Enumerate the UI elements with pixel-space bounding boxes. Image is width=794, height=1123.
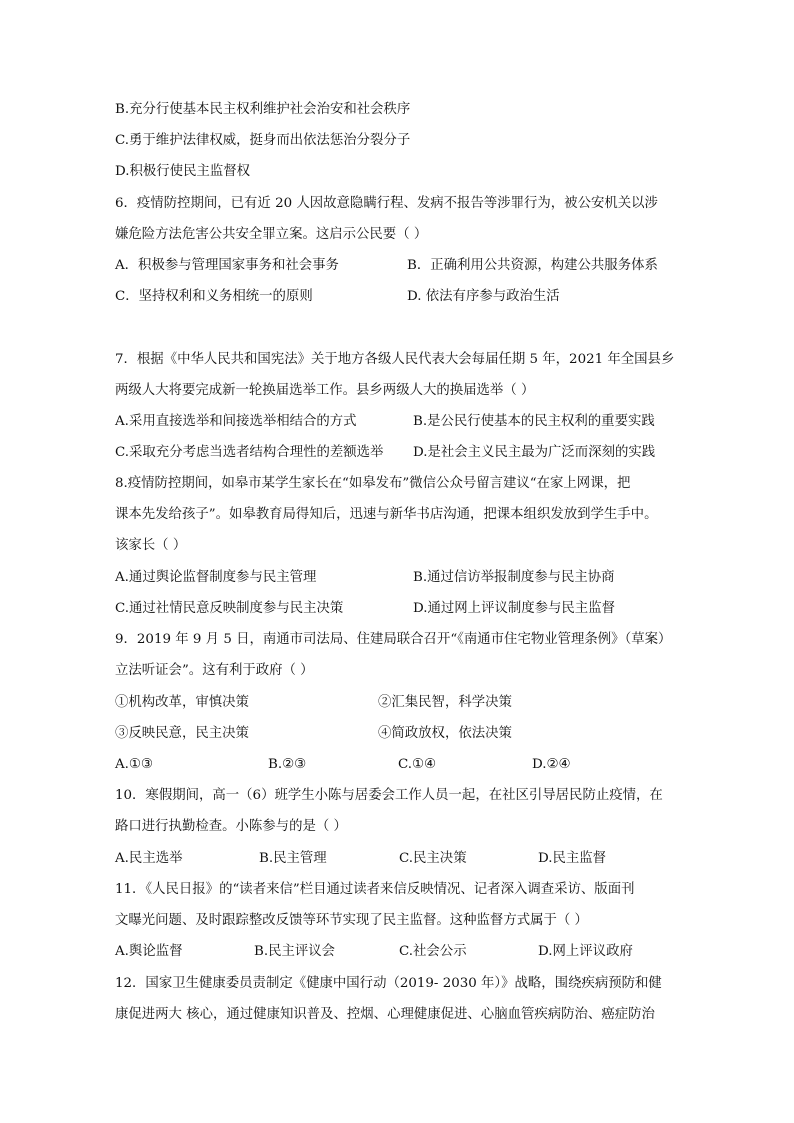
option-c: C．坚持权利和义务相统一的原则 [115, 289, 313, 304]
option-a: A.民主选举 [115, 851, 183, 866]
question-12-text: 12．国家卫生健康委员责制定《健康中国行动（2019- 2030 年）》战略，围绕疾病预防和健 [115, 976, 662, 991]
option-a: A.通过舆论监督制度参与民主管理 [115, 570, 317, 585]
option-a: A.采用直接选举和间接选举相结合的方式 [115, 414, 357, 429]
option-d: D.民主监督 [538, 851, 607, 866]
question-10-options [115, 849, 695, 869]
question-12-text: 康促进两大 核心，通过健康知识普及、控烟、心理健康促进、心脑血管疾病防治、癌症防治 [115, 1007, 655, 1022]
item-1: ①机构改革，审慎决策 [115, 695, 249, 710]
option-c: C.通过社情民意反映制度参与民主决策 [115, 601, 344, 616]
option-c: C.①④ [398, 757, 437, 772]
option-c: C.采取充分考虑当选者结构合理性的差额选举 [115, 445, 384, 460]
option-a: A．积极参与管理国家事务和社会事务 [115, 258, 339, 273]
option-b: B.民主管理 [259, 851, 327, 866]
question-8-text: 课本先发给孩子”。如皋教育局得知后，迅速与新华书店沟通，把课本组织发放到学生手中。 [115, 507, 658, 522]
question-6-options [115, 256, 695, 276]
option-b: B.②③ [268, 757, 307, 772]
option-line: C.勇于维护法律权威，挺身而出依法惩治分裂分子 [115, 133, 411, 148]
option-b: B.是公民行使基本的民主权利的重要实践 [413, 414, 655, 429]
question-7-text: 7．根据《中华人民共和国宪法》关于地方各级人民代表大会每届任期 5 年，2021 年全国县乡 [115, 352, 675, 367]
item-4: ④简政放权，依法决策 [378, 726, 512, 741]
question-8-options [115, 599, 695, 619]
question-9-items [115, 724, 695, 744]
question-9-text: 立法听证会”。这有利于政府（ ） [115, 663, 314, 678]
question-8-text: 该家长（ ） [115, 538, 187, 553]
question-8-text: 8.疫情防控期间，如皋市某学生家长在“如皋发布”微信公众号留言建议“在家上网课，把 [115, 476, 631, 491]
question-7-options [115, 412, 695, 432]
option-b: B．正确利用公共资源，构建公共服务体系 [407, 258, 658, 273]
option-a: A.①③ [115, 757, 153, 772]
option-d: D. 依法有序参与政治生活 [407, 289, 560, 304]
option-d: D.网上评议政府 [538, 944, 633, 959]
option-d: D.通过网上评议制度参与民主监督 [413, 601, 615, 616]
question-6-options [115, 287, 695, 307]
question-10-text: 路口进行执勤检查。小陈参与的是（ ） [115, 819, 347, 834]
option-c: C.社会公示 [399, 944, 467, 959]
item-3: ③反映民意，民主决策 [115, 726, 249, 741]
question-6-text: 6．疫情防控期间，已有近 20 人因故意隐瞒行程、发病不报告等涉罪行为，被公安机关以涉 [115, 196, 658, 211]
option-line: B.充分行使基本民主权利维护社会治安和社会秩序 [115, 102, 411, 117]
question-9-text: 9．2019 年 9 月 5 日，南通市司法局、住建局联合召开“《南通市住宅物业管理条例》（草案） [115, 632, 672, 647]
question-11-text: 文曝光问题、及时跟踪整改反馈等环节实现了民主监督。这种监督方式属于（ ） [115, 913, 588, 928]
option-b: B.民主评议会 [254, 944, 336, 959]
option-c: C.民主决策 [399, 851, 467, 866]
option-a: A.舆论监督 [115, 944, 183, 959]
option-line: D.积极行使民主监督权 [115, 164, 251, 179]
question-7-text: 两级人大将要完成新一轮换届选举工作。县乡两级人大的换届选举（ ） [115, 383, 535, 398]
option-b: B.通过信访举报制度参与民主协商 [413, 570, 615, 585]
question-9-items [115, 693, 695, 713]
question-11-text: 11．《人民日报》的“读者来信”栏目通过读者来信反映情况、记者深入调查采访、版面刊 [115, 882, 635, 897]
question-6-text: 嫌危险方法危害公共安全罪立案。这启示公民要（ ） [115, 227, 428, 242]
option-d: D.是社会主义民主最为广泛而深刻的实践 [413, 445, 656, 460]
question-11-options [115, 942, 695, 962]
question-7-options [115, 443, 695, 463]
question-8-options [115, 568, 695, 588]
question-9-options [115, 755, 695, 775]
item-2: ②汇集民智，科学决策 [378, 695, 512, 710]
option-d: D.②④ [532, 757, 571, 772]
question-10-text: 10．寒假期间，高一（6）班学生小陈与居委会工作人员一起，在社区引导居民防止疫情，在 [115, 788, 663, 803]
